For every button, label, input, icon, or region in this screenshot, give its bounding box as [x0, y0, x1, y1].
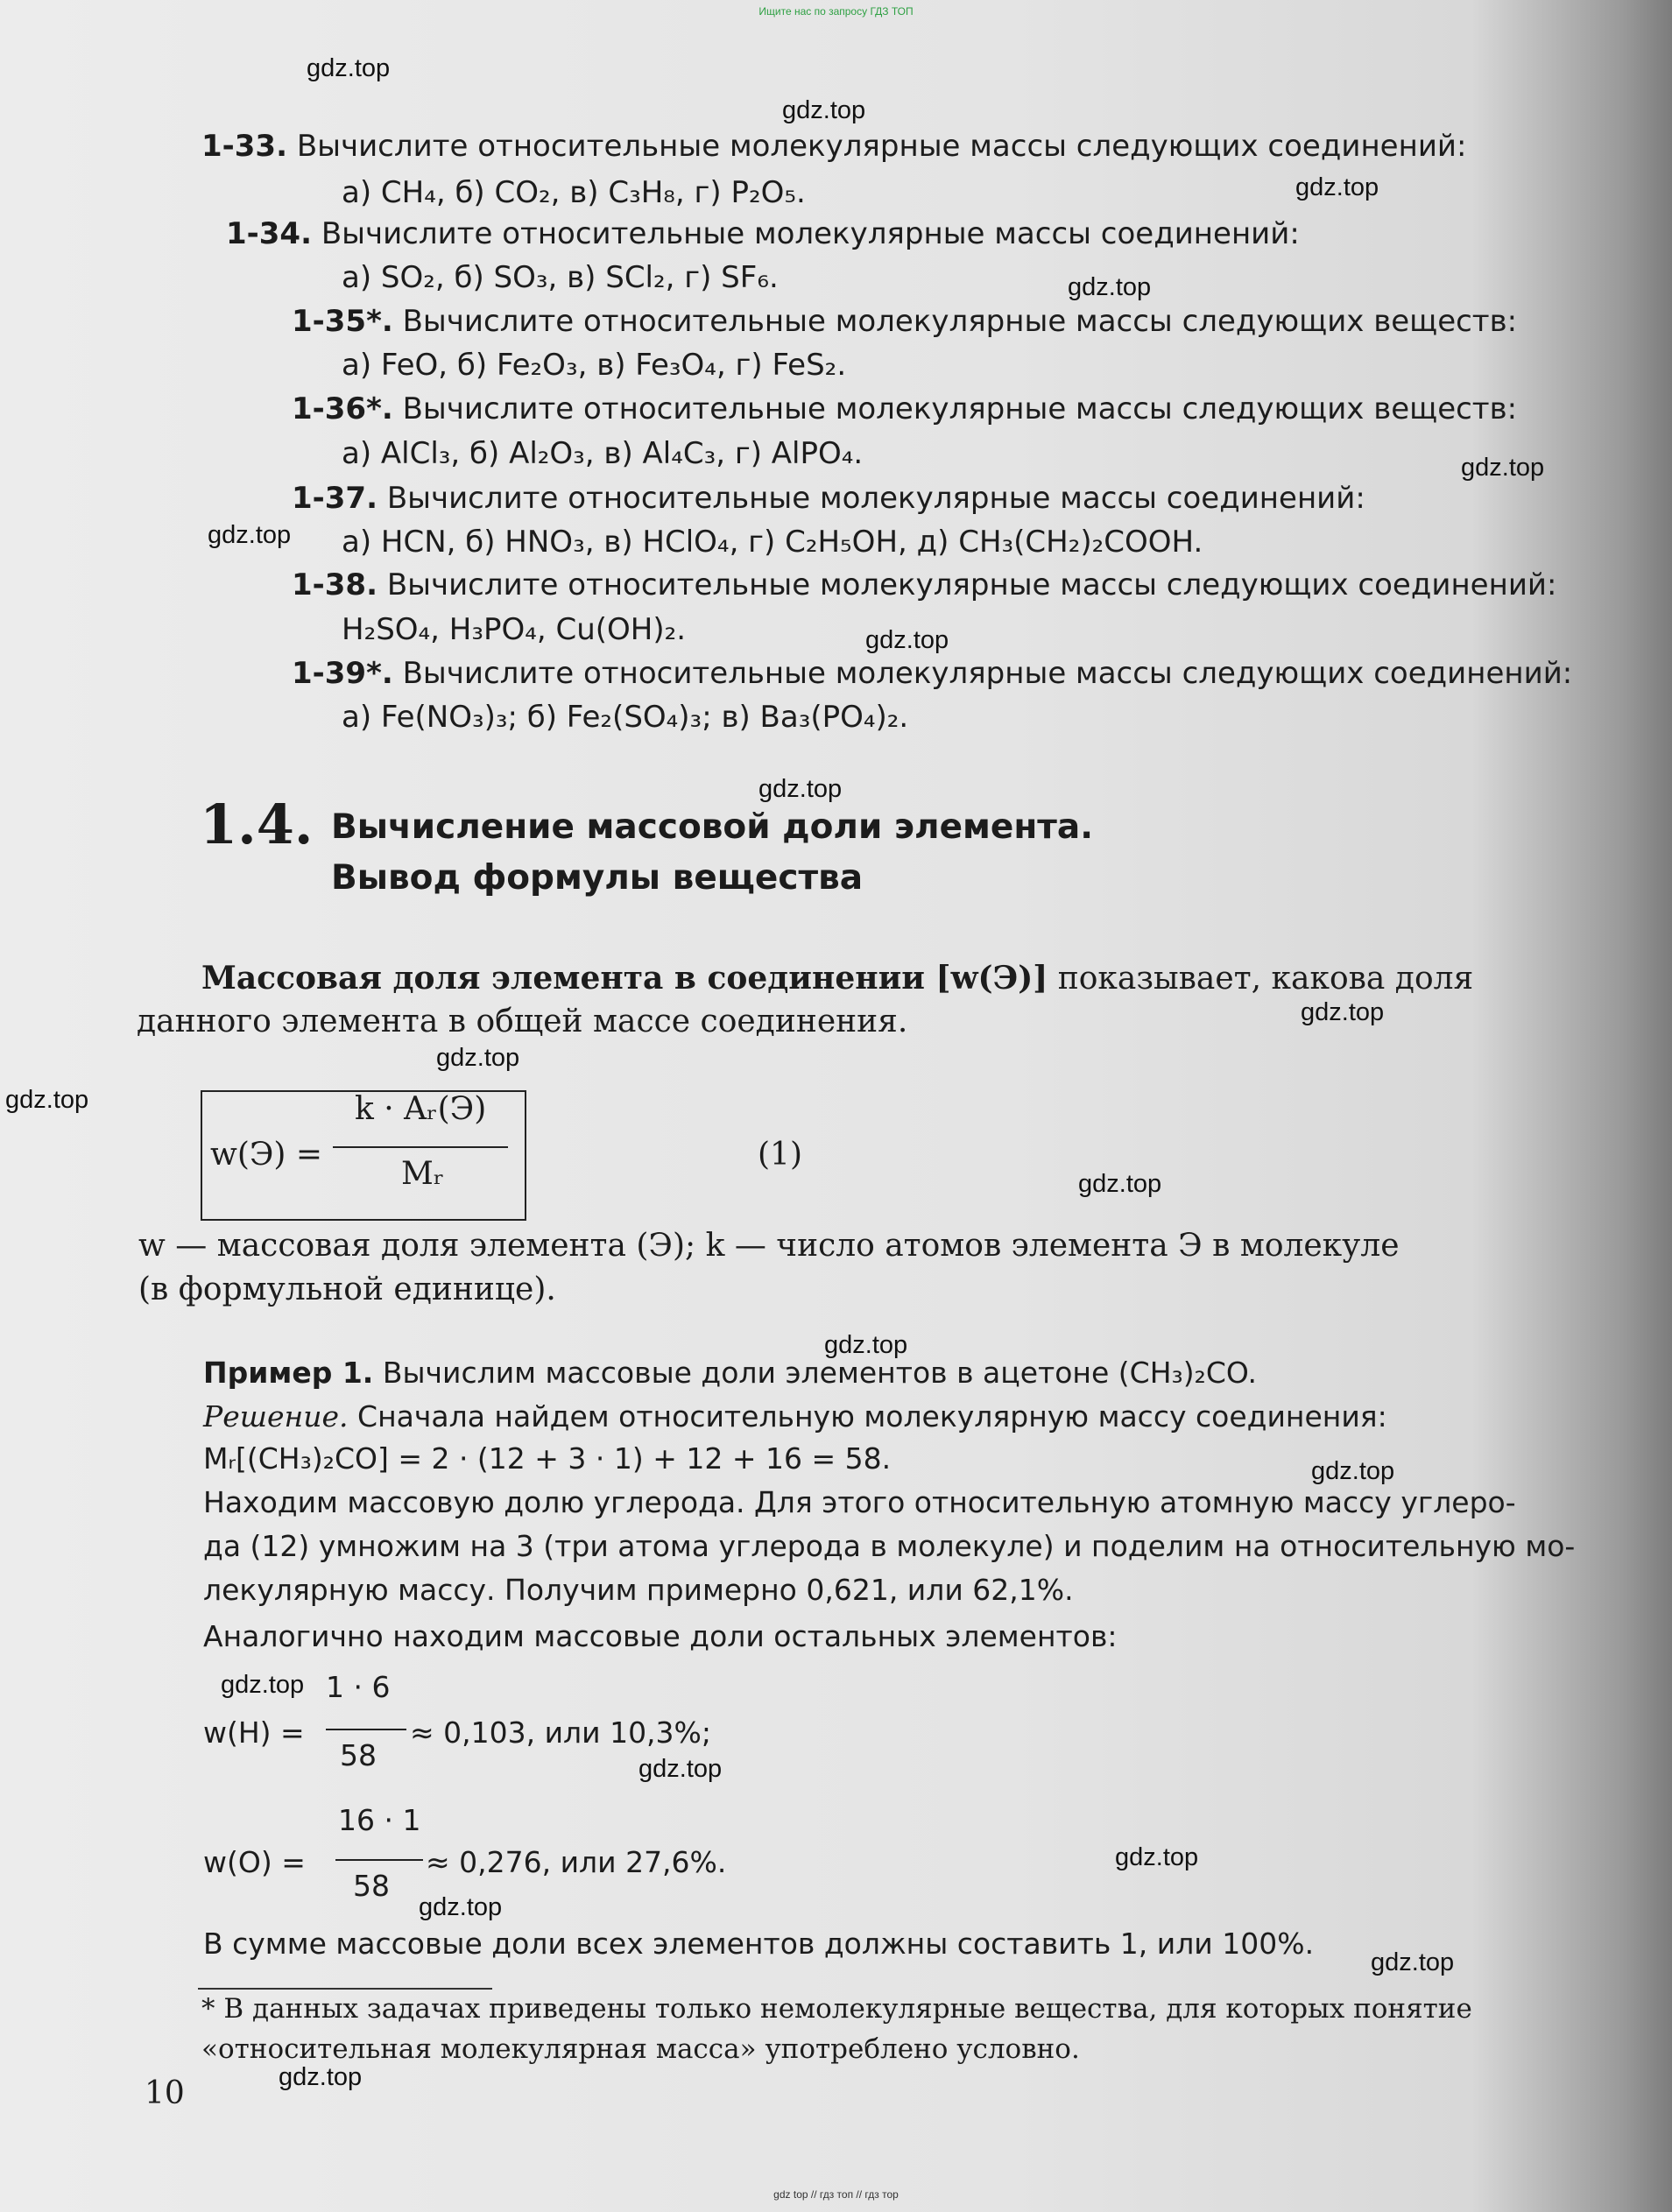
watermark: gdz.top — [208, 521, 292, 549]
watermark: gdz.top — [758, 775, 843, 803]
problem-number: 1-39*. — [292, 656, 393, 691]
footnote-line-2: «относительная молекулярная масса» употреблено условно. — [201, 2033, 1080, 2065]
problem-text: Вычислите относительные молекулярные массы следующих соединений: — [386, 567, 1557, 602]
problem-text: Вычислите относительные молекулярные массы следующих веществ: — [402, 304, 1518, 339]
wO-lhs: w(O) = — [203, 1845, 306, 1879]
example-paragraph-3: лекулярную массу. Получим примерно 0,621, или 62,1%. — [203, 1573, 1074, 1607]
formula-legend-2: (в формульной единице). — [138, 1272, 556, 1307]
watermark: gdz.top — [1115, 1843, 1199, 1871]
watermark: gdz.top — [307, 54, 391, 82]
definition-line-1 — [201, 956, 1473, 1001]
definition-text: показывает, какова доля — [1048, 961, 1474, 997]
fraction-line — [326, 1729, 406, 1730]
example-text: Вычислим массовые доли элементов в ацетоне (CH₃)₂CO. — [373, 1356, 1258, 1390]
section-subtitle: Вывод формулы вещества — [331, 858, 864, 898]
problem-1-38 — [292, 566, 1556, 604]
problem-number: 1-38. — [292, 567, 377, 602]
formula-legend-1: w — массовая доля элемента (Э); k — число атомов элемента Э в молекуле — [138, 1228, 1400, 1264]
wO-result: ≈ 0,276, или 27,6%. — [426, 1845, 727, 1879]
wO-denominator: 58 — [353, 1869, 390, 1903]
problem-1-36 — [292, 390, 1517, 428]
watermark: gdz.top — [1295, 173, 1379, 201]
problem-answer: а) Fe(NO₃)₃; б) Fe₂(SO₄)₃; в) Ba₃(PO₄)₂. — [342, 700, 909, 735]
problem-number: 1-33. — [201, 129, 287, 164]
problem-text: Вычислите относительные молекулярные массы следующих соединений: — [296, 129, 1467, 164]
problem-number: 1-36*. — [292, 391, 393, 426]
formula-numerator: k · Aᵣ(Э) — [355, 1091, 487, 1127]
solution-text: Сначала найдем относительную молекулярную массу соединения: — [348, 1399, 1387, 1434]
top-banner: Ищите нас по запросу ГДЗ ТОП — [758, 5, 914, 18]
formula-number: (1) — [758, 1137, 802, 1173]
fraction-line — [335, 1859, 423, 1861]
definition-line-2: данного элемента в общей массе соединения. — [137, 1004, 908, 1039]
problem-1-33 — [201, 127, 1466, 166]
problem-answer: а) AlCl₃, б) Al₂O₃, в) Al₄C₃, г) AlPO₄. — [342, 436, 864, 471]
problem-answer: а) CH₄, б) CO₂, в) C₃H₈, г) P₂O₅. — [342, 175, 806, 210]
watermark: gdz.top — [1301, 998, 1385, 1026]
watermark: gdz.top — [1461, 454, 1545, 482]
watermark: gdz.top — [1068, 273, 1152, 301]
wH-numerator: 1 · 6 — [326, 1670, 391, 1704]
sum-statement: В сумме массовые доли всех элементов должны составить 1, или 100%. — [203, 1927, 1315, 1961]
solution-label: Решение. — [203, 1399, 349, 1434]
section-title: Вычисление массовой доли элемента. — [331, 807, 1094, 847]
solution-line — [203, 1396, 1387, 1438]
watermark: gdz.top — [436, 1044, 520, 1072]
watermark: gdz.top — [5, 1086, 89, 1114]
problem-1-39 — [292, 654, 1572, 693]
watermark: gdz.top — [419, 1893, 503, 1921]
problem-answer: а) SO₂, б) SO₃, в) SCl₂, г) SF₆. — [342, 260, 779, 295]
watermark: gdz.top — [1371, 1948, 1455, 1976]
watermark: gdz.top — [1311, 1457, 1395, 1485]
definition-term: Массовая доля элемента в соединении [w(Э)] — [201, 960, 1048, 997]
example-paragraph-4: Аналогично находим массовые доли остальных элементов: — [203, 1619, 1118, 1653]
wH-result: ≈ 0,103, или 10,3%; — [410, 1715, 712, 1750]
watermark: gdz.top — [279, 2063, 363, 2091]
footnote-line-1: * В данных задачах приведены только немолекулярные вещества, для которых понятие — [201, 1993, 1472, 2025]
watermark: gdz.top — [221, 1671, 305, 1699]
watermark: gdz.top — [782, 96, 866, 124]
formula-denominator: Mᵣ — [401, 1156, 445, 1192]
problem-answer: а) HCN, б) HNO₃, в) HClO₄, г) C₂H₅OH, д) CH₃(CH₂)₂COOH. — [342, 525, 1203, 560]
bottom-banner: gdz top // гдз топ // гдз тор — [773, 2188, 899, 2201]
watermark: gdz.top — [1078, 1170, 1162, 1198]
formula-lhs: w(Э) = — [210, 1137, 323, 1173]
problem-answer: H₂SO₄, H₃PO₄, Cu(OH)₂. — [342, 612, 687, 647]
section-number: 1.4. — [200, 793, 314, 856]
wO-numerator: 16 · 1 — [338, 1803, 421, 1837]
problem-1-35 — [292, 302, 1517, 341]
problem-text: Вычислите относительные молекулярные массы соединений: — [386, 481, 1365, 516]
example-heading — [203, 1352, 1257, 1394]
problem-1-34 — [226, 215, 1300, 253]
molar-mass-line: Mᵣ[(CH₃)₂CO] = 2 · (12 + 3 · 1) + 12 + 16 = 58. — [203, 1441, 892, 1476]
problem-text: Вычислите относительные молекулярные массы соединений: — [321, 216, 1300, 251]
example-label: Пример 1. — [203, 1356, 374, 1390]
problem-text: Вычислите относительные молекулярные массы следующих веществ: — [402, 391, 1518, 426]
problem-number: 1-35*. — [292, 304, 393, 339]
page-number: 10 — [145, 2075, 185, 2111]
problem-number: 1-37. — [292, 481, 377, 516]
wH-denominator: 58 — [340, 1738, 377, 1772]
example-paragraph-2: да (12) умножим на 3 (три атома углерода в молекуле) и поделим на относительную мо- — [203, 1529, 1576, 1563]
watermark: gdz.top — [824, 1331, 908, 1359]
problem-number: 1-34. — [226, 216, 312, 251]
problem-text: Вычислите относительные молекулярные массы следующих соединений: — [402, 656, 1573, 691]
wH-lhs: w(H) = — [203, 1715, 305, 1750]
problem-answer: а) FeO, б) Fe₂O₃, в) Fe₃O₄, г) FeS₂. — [342, 348, 847, 383]
fraction-line — [333, 1146, 508, 1148]
watermark: gdz.top — [638, 1755, 723, 1783]
example-paragraph-1: Находим массовую долю углерода. Для этого относительную атомную массу углеро- — [203, 1485, 1516, 1519]
problem-1-37 — [292, 479, 1365, 518]
watermark: gdz.top — [865, 626, 949, 654]
